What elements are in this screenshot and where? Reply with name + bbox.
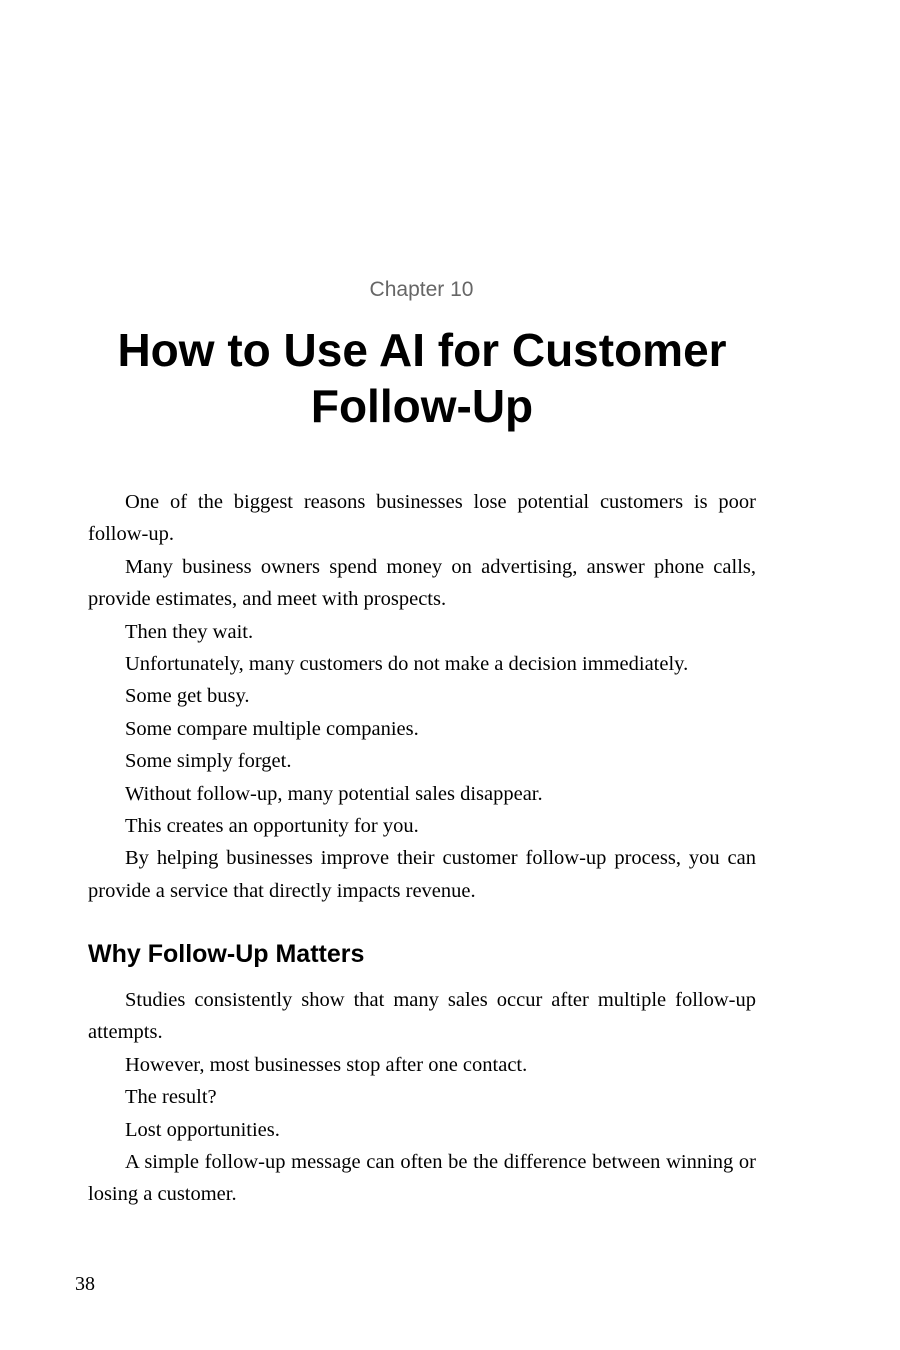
page-number: 38 xyxy=(75,1273,95,1295)
paragraph: Some get busy. xyxy=(125,685,250,708)
paragraph: The result? xyxy=(125,1086,217,1109)
paragraph: Without follow-up, many potential sales disappear. xyxy=(125,782,543,805)
paragraph: Then they wait. xyxy=(125,620,254,643)
paragraph: By helping businesses improve their customer follow-up process, you can provide a service that directly impacts revenue. xyxy=(88,847,756,902)
section-heading: Why Follow-Up Matters xyxy=(88,940,365,968)
paragraph: Unfortunately, many customers do not make a decision immediately. xyxy=(125,653,689,676)
paragraph: A simple follow-up message can often be the difference between winning or losing a customer. xyxy=(88,1151,756,1206)
paragraph: Some compare multiple companies. xyxy=(125,717,419,740)
paragraph: Studies consistently show that many sales occur after multiple follow-up attempts. xyxy=(88,989,756,1044)
paragraph: Some simply forget. xyxy=(125,750,292,773)
paragraph: This creates an opportunity for you. xyxy=(125,815,419,838)
paragraph: One of the biggest reasons businesses lose potential customers is poor follow-up. xyxy=(88,491,756,546)
paragraph: Many business owners spend money on advertising, answer phone calls, provide estimates, and meet with prospects. xyxy=(88,555,756,611)
section-text xyxy=(88,984,756,1211)
chapter-title: How to Use AI for Customer Follow-Up xyxy=(117,324,727,432)
chapter-number: Chapter 10 xyxy=(369,278,474,301)
intro-text xyxy=(88,486,756,907)
paragraph: However, most businesses stop after one contact. xyxy=(125,1053,528,1076)
paragraph: Lost opportunities. xyxy=(125,1118,280,1141)
